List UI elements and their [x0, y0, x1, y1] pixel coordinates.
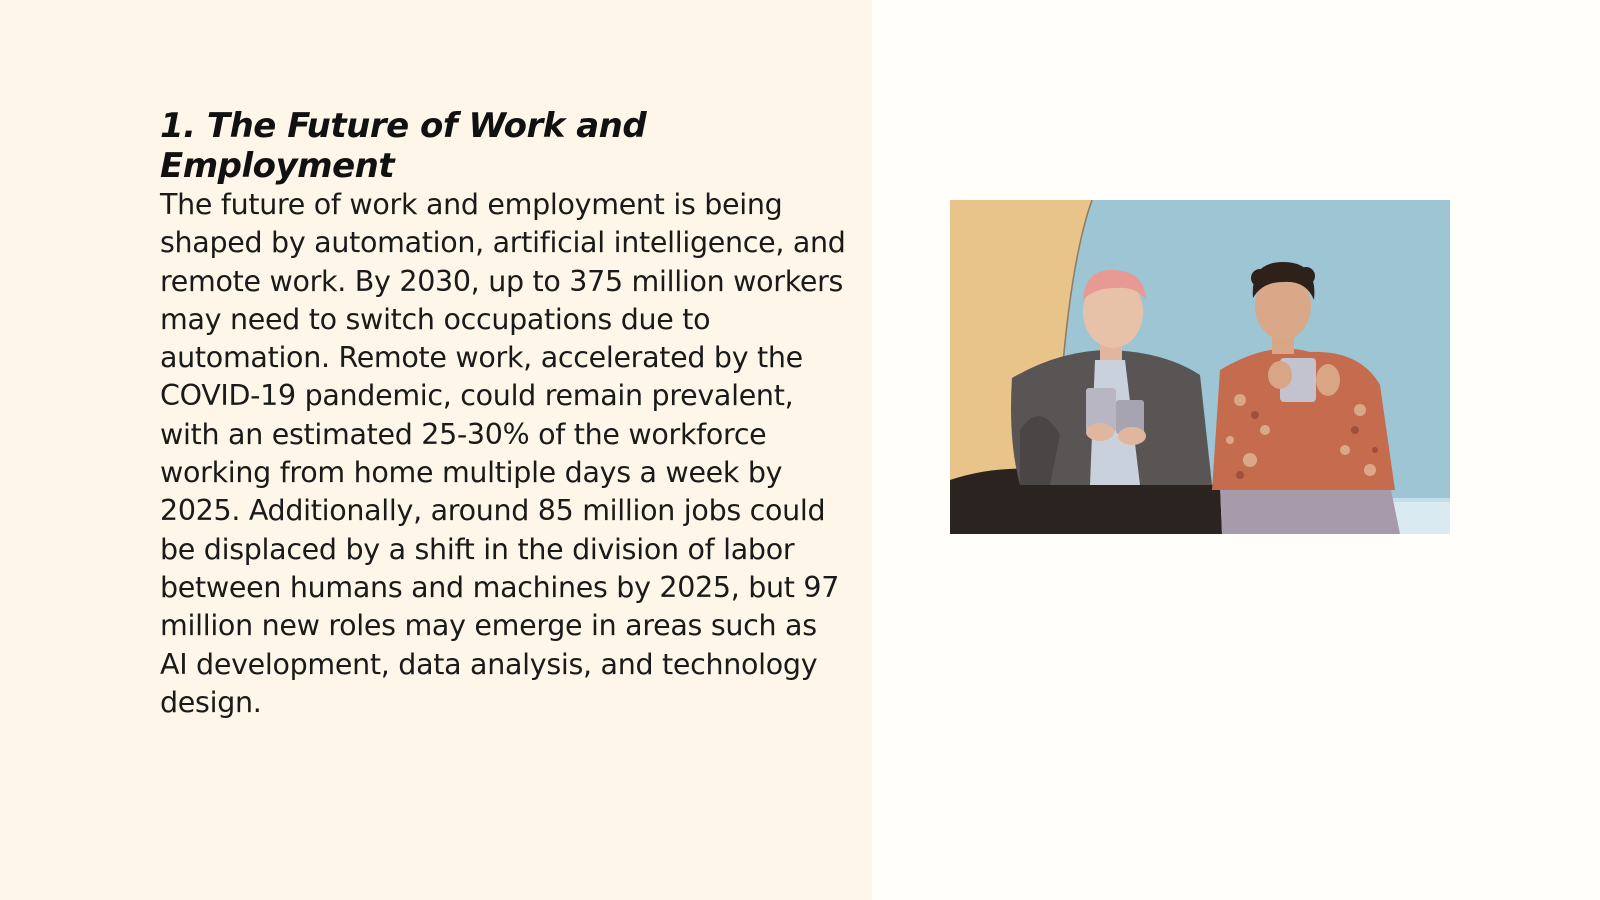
- photo-two-men-sitting: [950, 200, 1450, 534]
- photo-illustration: [950, 200, 1450, 534]
- slide-title: 1. The Future of Work and Employment: [160, 106, 647, 186]
- slide-body-text: The future of work and employment is being shaped by automation, artificial intelligence, and remote work. By 2030, up to 375 million workers may need to switch occupations due to automation. Remote work, accelerated by the COVID-19 pandemic, could remain prevalent, with an estimated 25-30% of the workforce working from home multiple days a week by 2025. Additionally, around 85 million jobs could be displaced by a shift in the division of labor between humans and machines by 2025, but 97 million new roles may emerge in areas such as AI development, data analysis, and technology design.: [160, 188, 846, 719]
